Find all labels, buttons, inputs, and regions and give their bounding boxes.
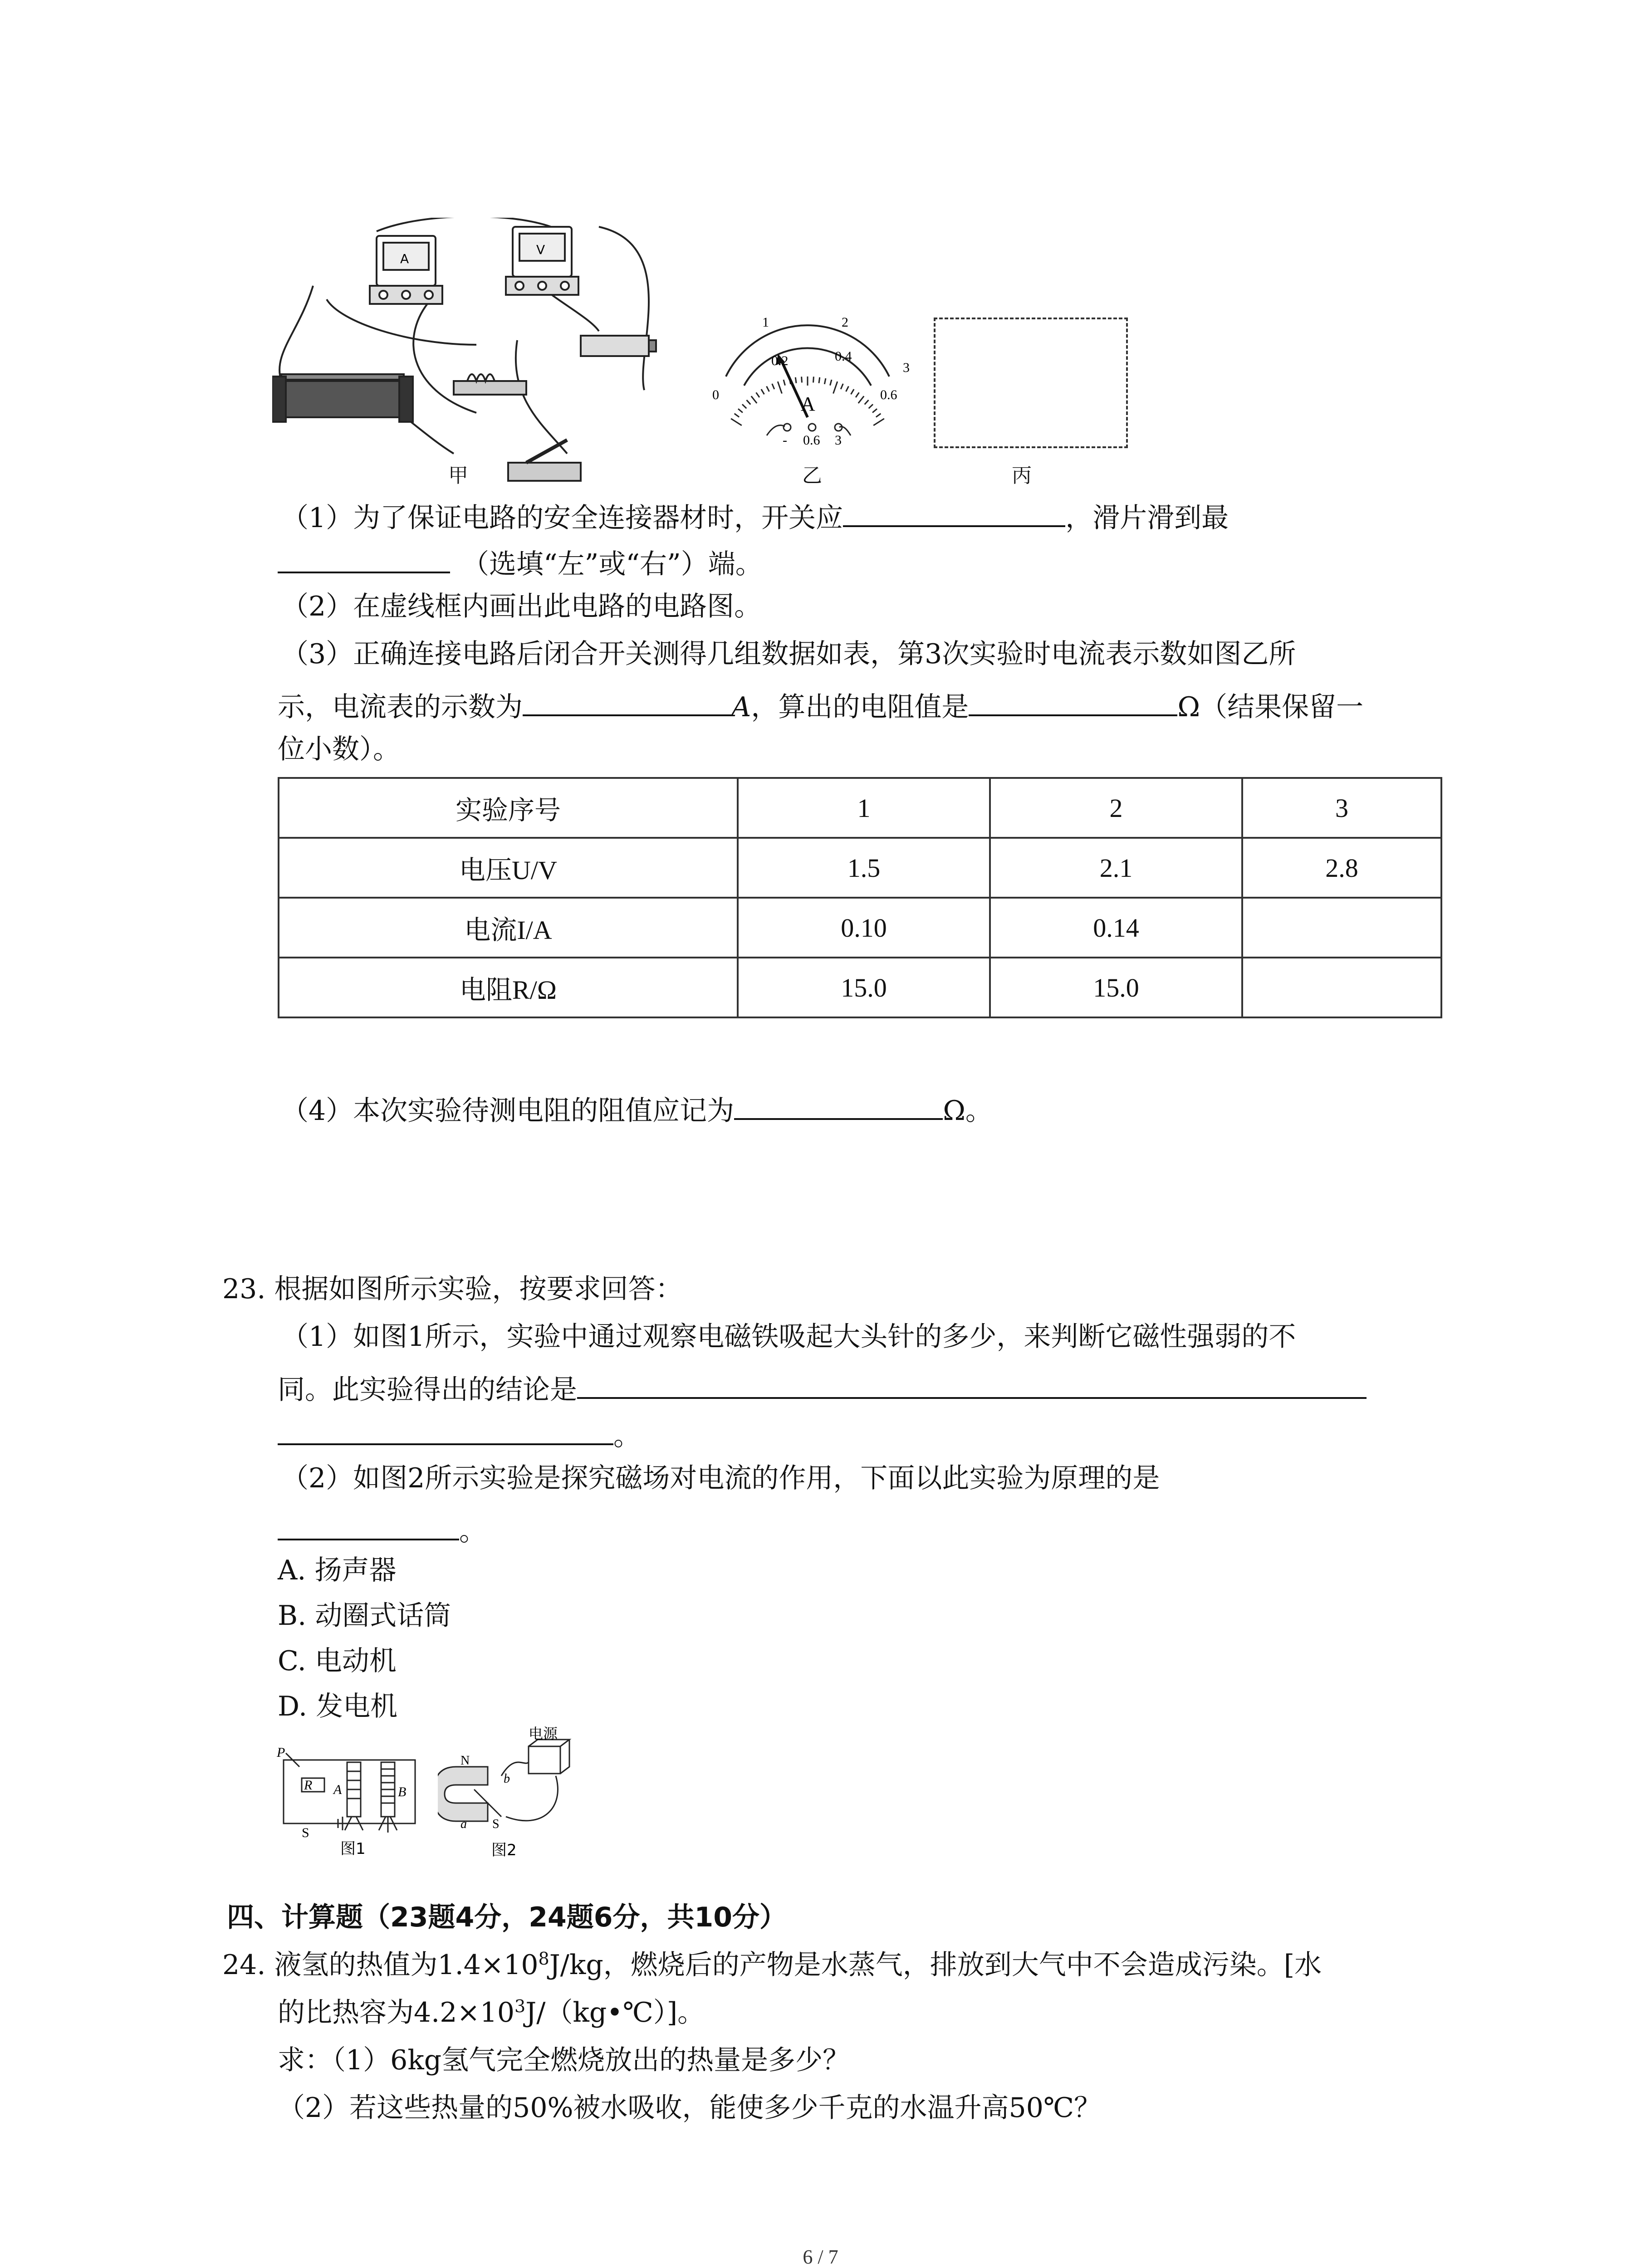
dial-tick — [851, 389, 854, 394]
ammeter-letter: A — [400, 251, 409, 266]
table-row — [279, 778, 1441, 838]
dial-tick — [869, 404, 873, 408]
table-cell: 电流I/A — [279, 898, 738, 958]
q22-part4-b: Ω。 — [943, 1095, 993, 1127]
dial-tick — [819, 377, 820, 383]
table-header-cell: 实验序号 — [279, 778, 738, 838]
table-cell — [1242, 898, 1441, 958]
dial-tick — [747, 400, 751, 405]
dial-tick — [795, 377, 796, 383]
figure-yi-ammeter-dial — [694, 308, 930, 458]
figure-label-bing: 丙 — [1012, 464, 1032, 487]
q22-blank-slider — [278, 540, 450, 573]
fig2-label: 图2 — [491, 1841, 517, 1857]
q22-part3-d: Ω（结果保留一 — [1177, 691, 1364, 723]
q22-blank-current — [523, 683, 731, 716]
rheostat-device — [272, 374, 413, 422]
dial-tick — [872, 409, 877, 412]
figure-label-yi: 乙 — [802, 464, 822, 487]
fig1-letter-p: P — [277, 1745, 285, 1760]
resistor-device — [454, 374, 526, 395]
q22-part1-c: （选填“左”或“右”）端。 — [462, 548, 763, 580]
dial-tick — [813, 376, 814, 382]
table-cell: 15.0 — [738, 958, 990, 1017]
q24-line1 — [222, 1946, 1322, 1984]
q22-part3-line1: （3）正确连接电路后闭合开关测得几组数据如表，第3次实验时电流表示数如图乙所 — [281, 638, 1296, 670]
dial-upper-2: 2 — [842, 315, 848, 330]
q23-blank-conclusion-1 — [577, 1365, 1367, 1399]
table-cell: 电压U/V — [279, 838, 738, 898]
dial-tick — [830, 380, 832, 386]
q23-figure2-motor-principle — [438, 1726, 574, 1857]
q23-blank-principle — [278, 1507, 459, 1540]
dial-terminal-minus: - — [783, 433, 787, 448]
q23-part1-b: 同。此实验得出的结论是 — [278, 1374, 577, 1406]
table-row — [279, 958, 1441, 1017]
q22-data-table — [278, 777, 1442, 1018]
q22-part1-line2 — [278, 540, 763, 583]
fig1-letter-r: R — [304, 1778, 313, 1793]
q24-line4: （2）若这些热量的50%被水吸收，能使多少千克的水温升高50℃？ — [278, 2092, 1101, 2124]
q23-part1-line2 — [278, 1365, 1367, 1409]
dial-tick — [735, 414, 739, 417]
dial-terminal-06: 0.6 — [803, 433, 820, 448]
table-header-cell: 3 — [1242, 778, 1441, 838]
voltmeter-device — [506, 227, 578, 295]
fig1-letter-s: S — [302, 1825, 309, 1840]
q22-blank-final — [734, 1086, 943, 1120]
table-cell: 0.10 — [738, 898, 990, 958]
table-cell: 电阻R/Ω — [279, 958, 738, 1017]
table-cell: 15.0 — [990, 958, 1242, 1017]
q24-line1-a: 24. 液氢的热值为1.4×10 — [222, 1949, 539, 1981]
dial-upper-3: 3 — [903, 360, 910, 375]
q23-stem: 23. 根据如图所示实验，按要求回答： — [222, 1273, 683, 1305]
q24-line2 — [278, 1994, 705, 2032]
q23-part1-end: 。 — [613, 1420, 641, 1452]
q23-option-b: B. 动圈式话筒 — [278, 1600, 451, 1632]
fig2-letter-s: S — [492, 1817, 500, 1831]
figure-jia-apparatus — [272, 218, 726, 490]
q22-part3-b: 示，电流表的示数为 — [278, 691, 523, 723]
table-cell: 2.8 — [1242, 838, 1441, 898]
fig2-letter-a: a — [460, 1817, 467, 1831]
dial-tick — [858, 396, 864, 403]
q22-part2: （2）在虚线框内画出此电路的电路图。 — [281, 591, 762, 622]
dial-tick — [778, 381, 782, 393]
dial-tick — [742, 404, 746, 408]
table-cell: 1.5 — [738, 838, 990, 898]
q22-part1-line1 — [281, 494, 1229, 537]
q24-line2-exp: 3 — [514, 1996, 526, 2016]
table-cell: 2.1 — [990, 838, 1242, 898]
ammeter-device — [370, 236, 442, 304]
dial-upper-1: 1 — [762, 315, 769, 330]
page-number: 6 / 7 — [803, 2246, 838, 2268]
q22-part4 — [281, 1086, 993, 1130]
q22-part3-line3: 位小数）。 — [278, 733, 400, 765]
dial-tick — [846, 386, 849, 392]
q22-part1-a: （1）为了保证电路的安全连接器材时，开关应 — [281, 502, 843, 534]
q23-option-d: D. 发电机 — [278, 1691, 398, 1722]
dial-lower-02: 0.2 — [771, 353, 789, 368]
table-header-cell: 2 — [990, 778, 1242, 838]
q23-figure1-electromagnet — [274, 1744, 429, 1857]
q23-option-a: A. 扬声器 — [278, 1554, 397, 1586]
dial-tick — [841, 384, 843, 389]
dial-tick — [856, 392, 859, 397]
dial-terminal-3: 3 — [835, 433, 842, 448]
dial-tick — [865, 400, 869, 405]
q23-part2-line1: （2）如图2所示实验是探究磁场对电流的作用，下面以此实验为原理的是 — [281, 1462, 1160, 1494]
dial-letter: A — [801, 393, 815, 415]
figure-label-jia: 甲 — [448, 464, 468, 487]
q24-line1-b: J/kg，燃烧后的产物是水蒸气，排放到大气中不会造成污染。[水 — [549, 1949, 1322, 1981]
section4-heading: 四、计算题（23题4分，24题6分，共10分） — [227, 1901, 787, 1933]
figure-bing-dashed-box — [934, 318, 1128, 448]
dial-tick — [824, 378, 826, 384]
q22-part3-unit: A — [731, 691, 751, 723]
dial-tick — [772, 384, 774, 389]
q23-part2-line2 — [278, 1507, 486, 1550]
dial-tick — [731, 419, 742, 425]
q23-part1-line3 — [278, 1412, 641, 1455]
fig1-label: 图1 — [340, 1840, 366, 1857]
q24-line3: 求：（1）6kg氢气完全燃烧放出的热量是多少？ — [278, 2044, 850, 2076]
dial-lower-0: 0 — [712, 387, 719, 402]
dial-tick — [767, 386, 769, 392]
q22-part3-line2 — [278, 683, 1363, 726]
fig1-letter-a: A — [333, 1782, 342, 1797]
dial-tick — [751, 396, 757, 403]
battery-device — [581, 336, 656, 356]
q22-part1-b: ，滑片滑到最 — [1065, 502, 1229, 534]
q22-part3-c: ，算出的电阻值是 — [751, 691, 969, 723]
q23-option-c: C. 电动机 — [278, 1645, 397, 1677]
fig2-power-label: 电源 — [529, 1726, 558, 1742]
dial-lower-04: 0.4 — [835, 349, 852, 364]
table-row — [279, 898, 1441, 958]
dial-tick — [876, 414, 881, 417]
q24-line2-a: 的比热容为4.2×10 — [278, 1997, 515, 2028]
q22-blank-resistance — [969, 683, 1177, 716]
q23-part1-line1: （1）如图1所示，实验中通过观察电磁铁吸起大头针的多少，来判断它磁性强弱的不 — [281, 1321, 1296, 1353]
q24-line1-exp: 8 — [538, 1949, 549, 1969]
q24-line2-b: J/（kg•℃）]。 — [525, 1997, 705, 2028]
q23-part2-end: 。 — [459, 1515, 486, 1547]
table-header-cell: 1 — [738, 778, 990, 838]
dial-tick — [761, 389, 764, 394]
table-cell: 0.14 — [990, 898, 1242, 958]
table-cell — [1242, 958, 1441, 1017]
dial-tick — [756, 392, 759, 397]
dial-tick — [833, 381, 838, 393]
fig2-letter-b: b — [504, 1772, 510, 1786]
dial-tick — [738, 409, 743, 412]
switch-device — [508, 440, 581, 481]
q23-blank-conclusion-2 — [278, 1412, 613, 1445]
q22-blank-switch — [843, 494, 1065, 527]
dial-tick — [784, 380, 785, 386]
voltmeter-letter: V — [536, 242, 545, 257]
q22-part4-a: （4）本次实验待测电阻的阻值应记为 — [281, 1095, 735, 1127]
fig2-letter-n: N — [460, 1754, 470, 1768]
table-row — [279, 838, 1441, 898]
dial-tick — [873, 419, 884, 425]
dial-lower-06: 0.6 — [880, 387, 897, 402]
fig1-letter-b: B — [398, 1784, 407, 1799]
